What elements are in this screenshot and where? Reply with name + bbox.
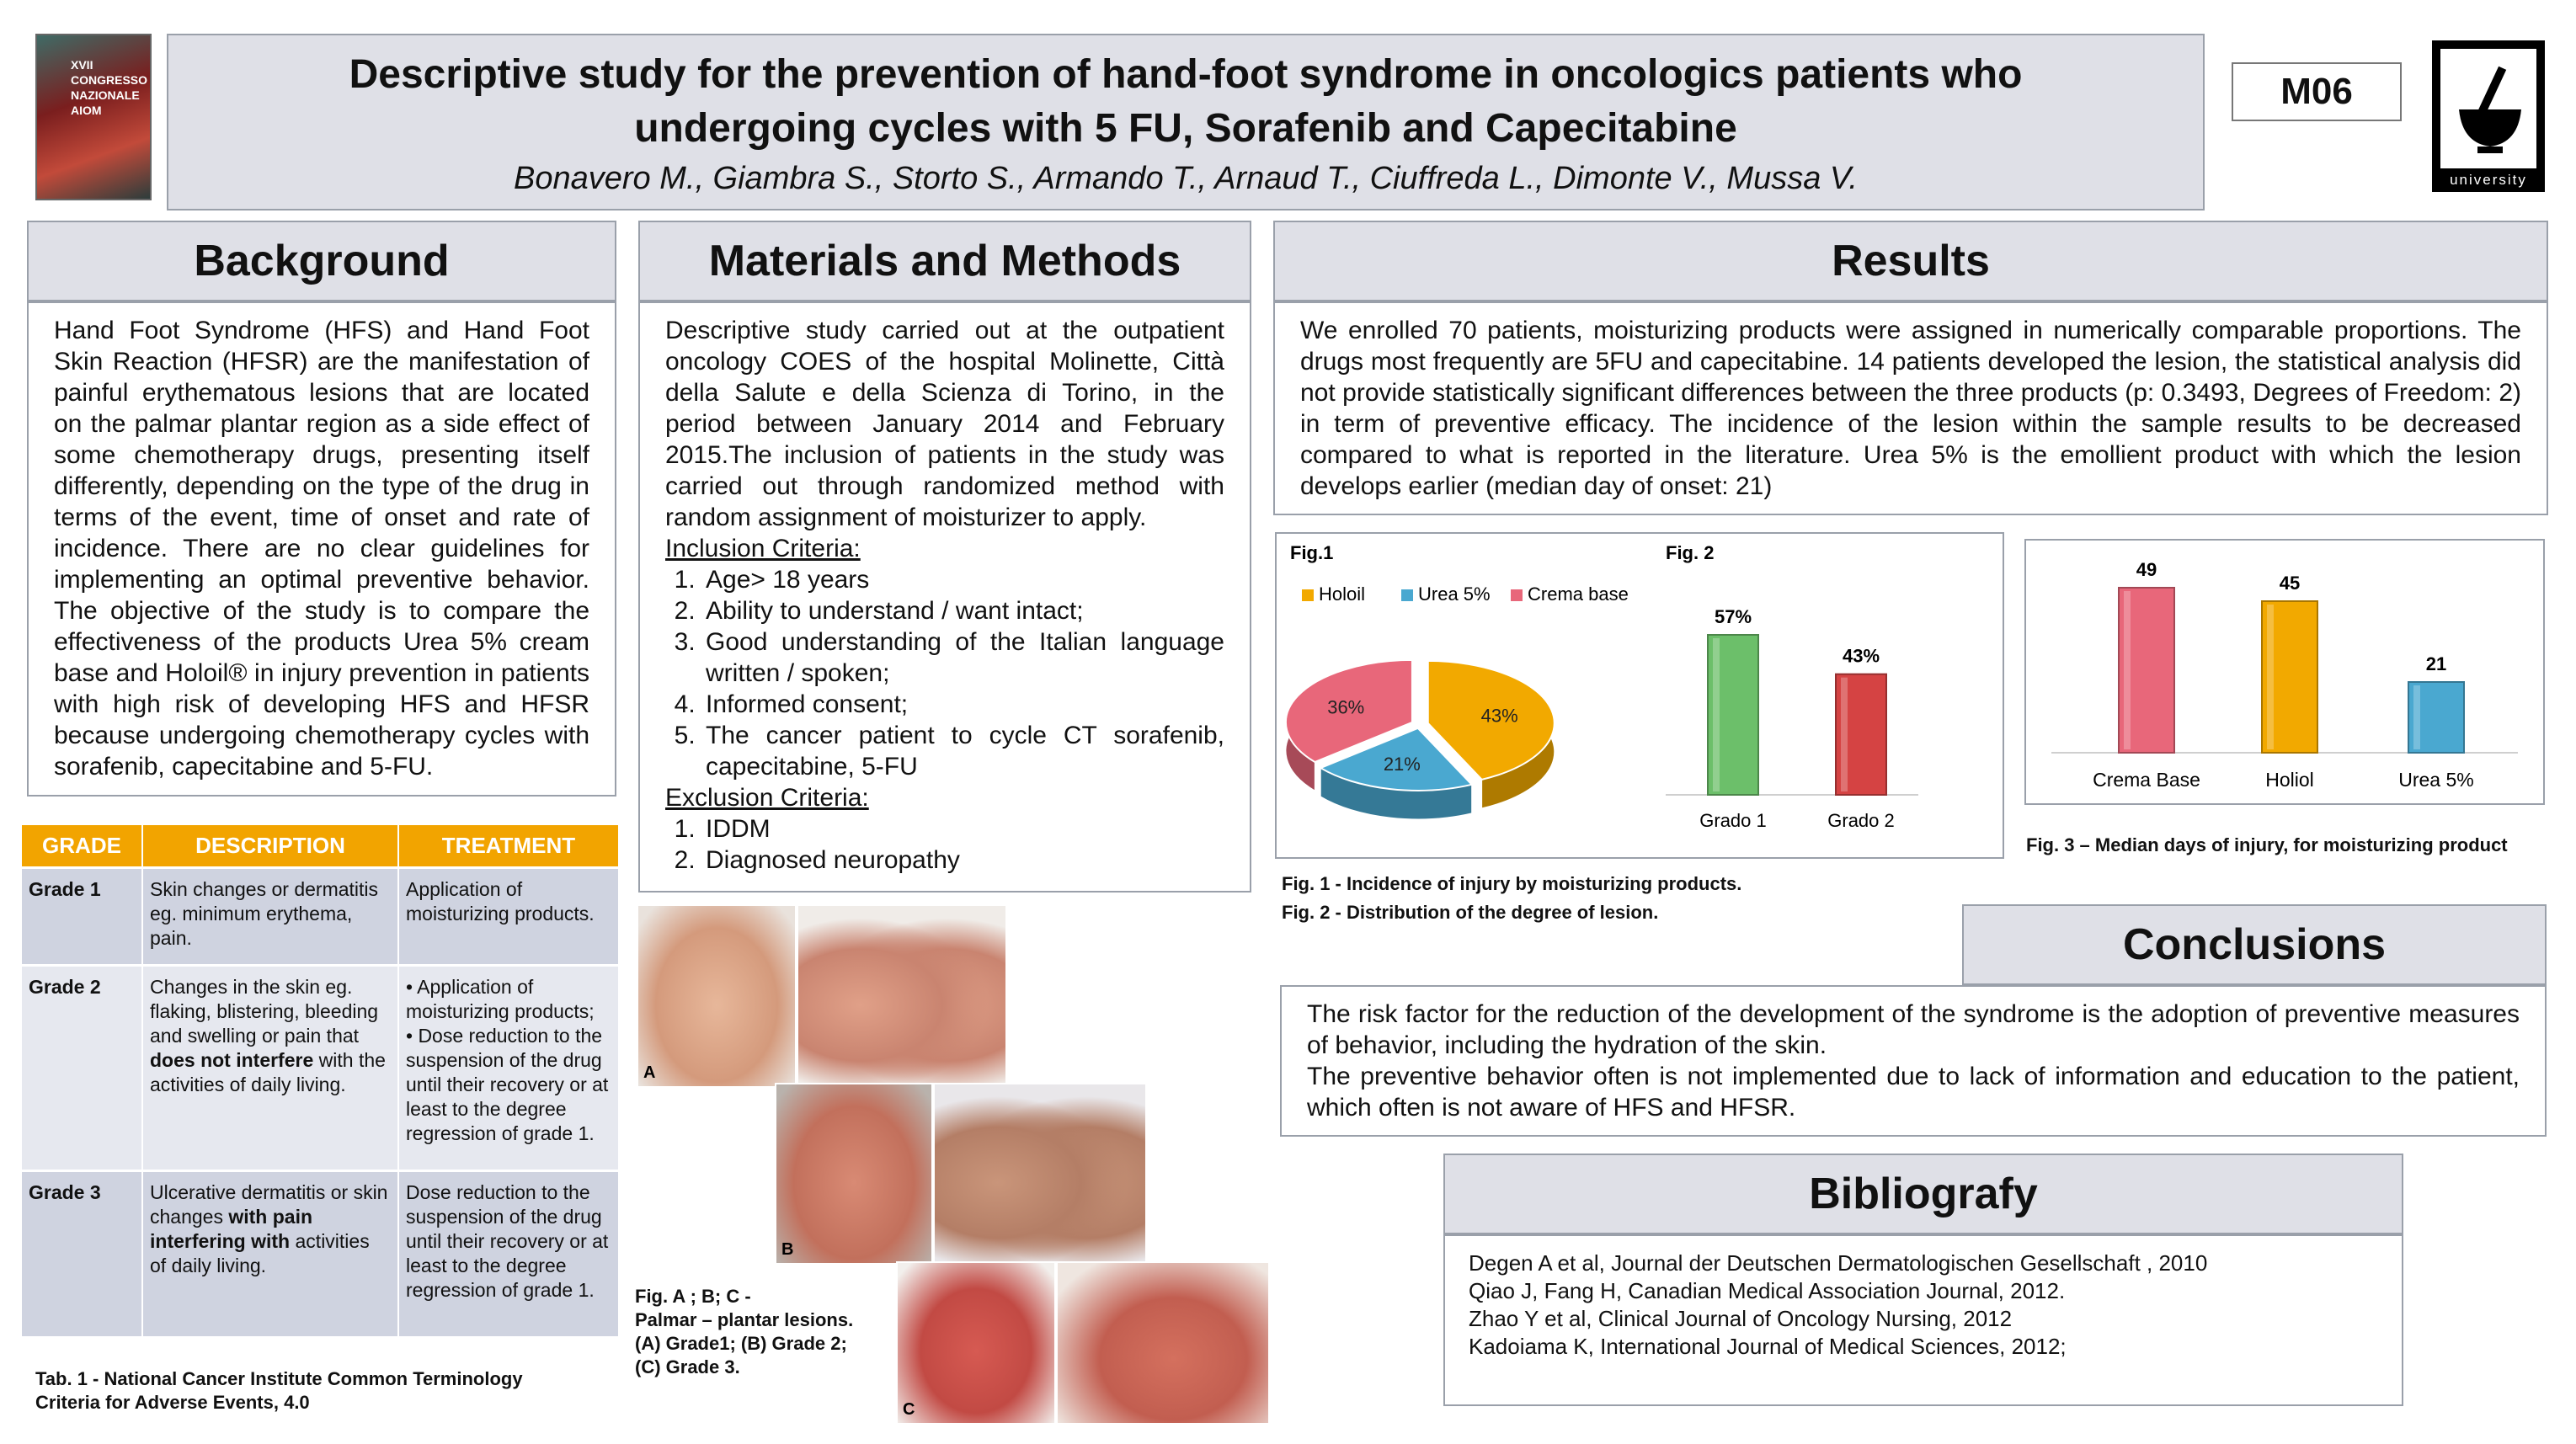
reference-item: Degen A et al, Journal der Deutschen Dermatologischen Gesellschaft , 2010 <box>1469 1250 2208 1276</box>
x-tick-label: Grado 2 <box>1827 810 1895 831</box>
fig1-caption: Fig. 1 - Incidence of injury by moisturizing products. <box>1282 873 1742 894</box>
pie-data-label: 21% <box>1383 753 1421 775</box>
poster-title-line1: Descriptive study for the prevention of hand-foot syndrome in oncologics patients who <box>349 51 2023 97</box>
university-logo <box>2432 40 2545 192</box>
treatment-cell: Application of moisturizing products. <box>398 868 618 966</box>
university-logo-text: university <box>2450 172 2527 188</box>
table-row <box>22 868 618 966</box>
table-row <box>22 1171 618 1336</box>
table-row <box>22 966 618 1171</box>
results-box <box>1273 301 2548 515</box>
methods-intro: Descriptive study carried out at the outpatient oncology COES of the hospital Molinette, Città della Salute e della Scienza di Torino, in the period between January 2014 and February 2015.The inclusion of patients in the study was carried out through randomized method with random assignment of moisturizer to apply. <box>665 317 1224 531</box>
description-col-header: DESCRIPTION <box>142 825 398 868</box>
pie-legend <box>1302 583 1629 605</box>
photos-caption-line: Palmar – plantar lesions. <box>635 1309 854 1330</box>
list-item: 5. The cancer patient to cycle CT sorafenib, capecitabine, 5-FU <box>702 720 1224 782</box>
photos-caption-line: Fig. A ; B; C - <box>635 1286 751 1307</box>
description-cell: Skin changes or dermatitis eg. minimum erythema, pain. <box>142 868 398 966</box>
reference-item: Zhao Y et al, Clinical Journal of Oncology Nursing, 2012 <box>1469 1306 2013 1331</box>
reference-item: Qiao J, Fang H, Canadian Medical Association Journal, 2012. <box>1469 1278 2066 1303</box>
bar-data-label: 57% <box>1714 606 1752 627</box>
photo-grade3-palms <box>896 1261 1056 1425</box>
list-item: 2. Diagnosed neuropathy <box>702 845 1224 876</box>
bar-highlight <box>1713 638 1720 791</box>
grade-bar-chart <box>1666 606 1918 831</box>
pie-chart <box>1286 660 1555 819</box>
conclusions-header <box>1962 904 2547 985</box>
photos-caption <box>635 1285 888 1379</box>
table-caption: Tab. 1 - National Cancer Institute Common Terminology Criteria for Adverse Events, 4.0 <box>35 1368 523 1413</box>
grade-cell: Grade 3 <box>22 1171 142 1336</box>
fig3-chart <box>2026 541 2543 803</box>
bar-highlight <box>2124 591 2131 749</box>
legend-swatch <box>1302 589 1314 601</box>
poster-title-line2: undergoing cycles with 5 FU, Sorafenib and Capecitabine <box>634 105 1737 151</box>
bar-data-label: 21 <box>2425 653 2447 674</box>
treatment-part: • Dose reduction to the suspension of the drug until their recovery or at least to the degree regression of grade 1. <box>406 1025 609 1144</box>
list-item: 1. Age> 18 years <box>702 564 1224 595</box>
x-tick-label: Holiol <box>2265 769 2314 791</box>
photo-grade3-foot <box>1056 1261 1270 1425</box>
conclusions-box <box>1280 985 2547 1137</box>
methods-header <box>638 221 1251 301</box>
photo-grade2-palms <box>775 1083 933 1265</box>
title-banner <box>167 34 2205 210</box>
photo-grade1-palm <box>637 904 797 1088</box>
exclusion-list <box>665 813 1224 876</box>
methods-heading: Materials and Methods <box>708 237 1181 285</box>
pie-data-label: 43% <box>1480 705 1518 727</box>
poster-code: M06 <box>2280 71 2353 112</box>
bar-data-label: 45 <box>2279 573 2301 594</box>
results-text: We enrolled 70 patients, moisturizing products were assigned in numerically comparable proportions. The drugs most frequently are 5FU and capecitabine. 14 patients developed the lesion, the statistical analysis did not provide statistically significant differences between the three products (p: 0.3493, Degrees of Freedom: 2) in term of preventive efficacy. The incidence of the lesion within the sample results to be decreased compared to what is reported in the literature. Urea 5% is the emollient product with which the lesion develops earlier (median day of onset: 21) <box>1300 317 2521 500</box>
results-header <box>1273 221 2548 301</box>
treatment-col-header: TREATMENT <box>398 825 618 868</box>
fig3-caption: Fig. 3 – Median days of injury, for moisturizing product <box>2026 834 2508 855</box>
bar-data-label: 43% <box>1842 645 1880 667</box>
bibliography-box <box>1443 1234 2403 1406</box>
poster-authors: Bonavero M., Giambra S., Storto S., Armando T., Arnaud T., Ciuffreda L., Dimonte V., Mussa V. <box>514 160 1858 196</box>
description-cell <box>142 966 398 1171</box>
reference-item: Kadoiama K, International Journal of Medical Sciences, 2012; <box>1469 1334 2067 1359</box>
x-tick-label: Urea 5% <box>2398 769 2474 791</box>
treatment-cell <box>398 966 618 1171</box>
legend-swatch <box>1401 589 1413 601</box>
methods-box <box>638 301 1251 893</box>
inclusion-title: Inclusion Criteria: <box>665 535 861 562</box>
photos-caption-line: (C) Grade 3. <box>635 1356 740 1377</box>
legend-label: Holoil <box>1319 583 1366 605</box>
background-box <box>27 301 616 797</box>
legend-label: Crema base <box>1528 583 1629 605</box>
bibliography-header <box>1443 1154 2403 1234</box>
fig1-fig2-chart <box>1277 534 2003 857</box>
grade-table-wrap <box>22 825 618 1336</box>
description-part: activities of daily living. <box>150 1230 370 1276</box>
mortar-pestle-icon <box>2452 66 2528 158</box>
fig2-caption: Fig. 2 - Distribution of the degree of lesion. <box>1282 902 1659 923</box>
fig1-label: Fig.1 <box>1290 542 1334 563</box>
conclusions-heading: Conclusions <box>2122 920 2387 969</box>
photos-caption-line: (A) Grade1; (B) Grade 2; <box>635 1333 847 1354</box>
legend-swatch <box>1511 589 1523 601</box>
grade-cell: Grade 1 <box>22 868 142 966</box>
grade-table <box>22 825 618 1336</box>
inclusion-list <box>665 564 1224 782</box>
results-heading: Results <box>1832 237 1990 285</box>
description-part: with the activities of daily living. <box>150 1049 386 1095</box>
conclusions-p2: The preventive behavior often is not implemented due to lack of information and education to the patient, which often is not aware of HFS and HFSR. <box>1307 1063 2520 1122</box>
fig2-label: Fig. 2 <box>1666 542 1715 563</box>
grade-cell: Grade 2 <box>22 966 142 1171</box>
grade-col-header: GRADE <box>22 825 142 868</box>
list-item: 3. Good understanding of the Italian language written / spoken; <box>702 626 1224 689</box>
photo-label-a: A <box>643 1063 656 1082</box>
bar-data-label: 49 <box>2136 559 2157 580</box>
treatment-cell: Dose reduction to the suspension of the drug until their recovery or at least to the degree regression of grade 1. <box>398 1171 618 1336</box>
photo-label-b: B <box>781 1240 794 1259</box>
x-tick-label: Grado 1 <box>1699 810 1767 831</box>
treatment-part: • Application of moisturizing products; <box>406 976 595 1022</box>
congress-logo <box>35 34 152 200</box>
list-item: 4. Informed consent; <box>702 689 1224 720</box>
description-emphasis: with pain interfering with <box>150 1206 313 1252</box>
exclusion-title: Exclusion Criteria: <box>665 784 869 812</box>
background-text: Hand Foot Syndrome (HFS) and Hand Foot Skin Reaction (HFSR) are the manifestation of painful erythematous lesions that are located on the palmar plantar region as a side effect of some chemotherapy drugs, presenting itself differently, depending on the type of the drug in terms of the event, time of onset and rate of incidence. There are no clear guidelines for implementing an optimal preventive behavior. The objective of the study is to compare the effectiveness of the products Urea 5% cream base and Holoil® in injury prevention in patients with high risk of developing HFS and HFSR because undergoing chemotherapy cycles with sorafenib, capecitabine and 5-FU. <box>54 317 589 781</box>
background-heading: Background <box>194 237 450 285</box>
x-tick-label: Crema Base <box>2093 769 2200 791</box>
description-part: Changes in the skin eg. flaking, blistering, bleeding and swelling or pain that <box>150 976 379 1047</box>
fig1-fig2-panel <box>1275 532 2004 859</box>
photo-grade1-soles <box>797 904 1007 1088</box>
congress-logo-text: XVII CONGRESSO NAZIONALE AIOM <box>71 58 148 117</box>
bibliography-heading: Bibliografy <box>1809 1170 2038 1218</box>
legend-label: Urea 5% <box>1418 583 1491 605</box>
description-cell <box>142 1171 398 1336</box>
conclusions-p1: The risk factor for the reduction of the development of the syndrome is the adoption of preventive measures of behavior, including the hydration of the skin. <box>1307 1000 2520 1059</box>
poster-code-box <box>2232 62 2402 121</box>
description-part: Ulcerative dermatitis or skin changes <box>150 1181 388 1228</box>
fig3-panel <box>2024 539 2545 805</box>
median-days-bar-chart <box>2051 559 2518 791</box>
bar-highlight <box>2413 685 2420 749</box>
pie-data-label: 36% <box>1327 696 1365 718</box>
list-item: 1. IDDM <box>702 813 1224 845</box>
description-emphasis: does not interfere <box>150 1049 314 1071</box>
background-header <box>27 221 616 301</box>
bar-highlight <box>1841 678 1848 791</box>
photo-label-c: C <box>903 1400 915 1419</box>
photo-grade2-soles <box>933 1083 1147 1265</box>
list-item: 2. Ability to understand / want intact; <box>702 595 1224 626</box>
bar-highlight <box>2267 605 2274 749</box>
